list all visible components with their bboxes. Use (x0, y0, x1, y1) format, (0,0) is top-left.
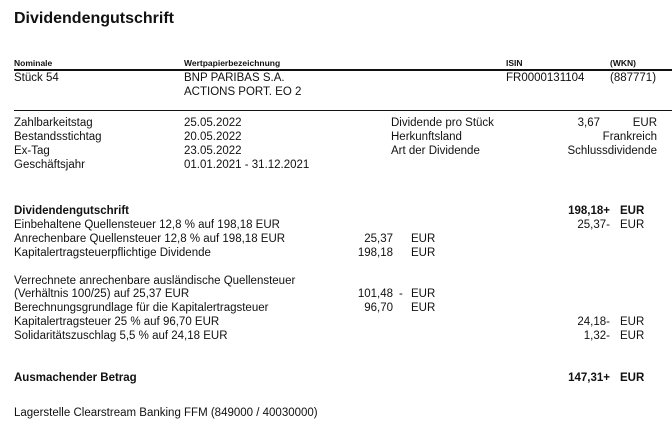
creditable-tax-amount: 25,37 (364, 233, 393, 245)
dividend-type-value: Schlussdividende (567, 145, 657, 157)
total-currency: EUR (620, 372, 645, 384)
solidarity-surcharge-currency: EUR (620, 330, 645, 342)
withheld-tax-amount: 25,37- (577, 219, 610, 231)
per-share-currency: EUR (632, 117, 657, 129)
offset-amount: 101,48 (357, 288, 393, 300)
nominal-value: Stück 54 (14, 72, 59, 84)
capital-gains-tax-label: Kapitalertragsteuer 25 % auf 96,70 EUR (14, 316, 220, 328)
position-rule (14, 110, 672, 111)
credit-heading-currency: EUR (620, 205, 645, 217)
ex-date-value: 23.05.2022 (184, 145, 242, 157)
offset-line1: Verrechnete anrechenbare ausländische Quellensteuer (14, 275, 296, 287)
isin-value: FR0000131104 (506, 72, 585, 84)
dividend-type-label: Art der Dividende (391, 145, 480, 157)
header-isin: ISIN (506, 58, 523, 68)
document-title: Dividendengutschrift (14, 10, 175, 27)
total-label: Ausmachender Betrag (14, 372, 137, 384)
credit-heading-amount: 198,18+ (568, 205, 610, 217)
security-name-line2: ACTIONS PORT. EO 2 (184, 86, 302, 98)
capital-gains-tax-currency: EUR (620, 316, 645, 328)
header-nominal: Nominale (14, 58, 53, 68)
offset-line2: (Verhältnis 100/25) auf 25,37 EUR (14, 288, 190, 300)
creditable-tax-currency: EUR (411, 233, 436, 245)
solidarity-surcharge-label: Solidaritätszuschlag 5,5 % auf 24,18 EUR (14, 330, 228, 342)
taxable-dividend-currency: EUR (411, 247, 436, 259)
credit-heading: Dividendengutschrift (14, 205, 130, 217)
record-date-label: Bestandsstichtag (14, 131, 102, 143)
fiscal-year-value: 01.01.2021 - 31.12.2021 (184, 159, 310, 171)
origin-country-label: Herkunftsland (391, 131, 462, 143)
header-wkn: (WKN) (610, 58, 636, 68)
solidarity-surcharge-amount: 1,32- (583, 330, 610, 342)
origin-country-value: Frankreich (602, 131, 657, 143)
record-date-value: 20.05.2022 (184, 131, 242, 143)
offset-currency: EUR (411, 288, 436, 300)
tax-basis-label: Berechnungsgrundlage für die Kapitalertragsteuer (14, 302, 269, 314)
taxable-dividend-amount: 198,18 (357, 247, 393, 259)
per-share-label: Dividende pro Stück (391, 117, 494, 129)
ex-date-label: Ex-Tag (14, 145, 50, 157)
creditable-tax-label: Anrechenbare Quellensteuer 12,8 % auf 198,18 EUR (14, 233, 286, 245)
payment-date-label: Zahlbarkeitstag (14, 117, 93, 129)
custody-info: Lagerstelle Clearstream Banking FFM (849000 / 40030000) (14, 407, 318, 419)
header-rule (14, 69, 672, 71)
withheld-tax-currency: EUR (620, 219, 645, 231)
payment-date-value: 25.05.2022 (184, 117, 242, 129)
taxable-dividend-label: Kapitalertragsteuerpflichtige Dividende (14, 247, 211, 259)
capital-gains-tax-amount: 24,18- (577, 316, 610, 328)
header-security: Wertpapierbezeichnung (184, 58, 281, 68)
tax-basis-amount: 96,70 (364, 302, 393, 314)
security-name-line1: BNP PARIBAS S.A. (184, 72, 285, 84)
total-amount: 147,31+ (568, 372, 610, 384)
fiscal-year-label: Geschäftsjahr (14, 159, 85, 171)
wkn-value: (887771) (610, 72, 657, 84)
per-share-value: 3,67 (577, 117, 600, 129)
offset-sign: - (399, 288, 403, 300)
withheld-tax-label: Einbehaltene Quellensteuer 12,8 % auf 198,18 EUR (14, 219, 280, 231)
tax-basis-currency: EUR (411, 302, 436, 314)
